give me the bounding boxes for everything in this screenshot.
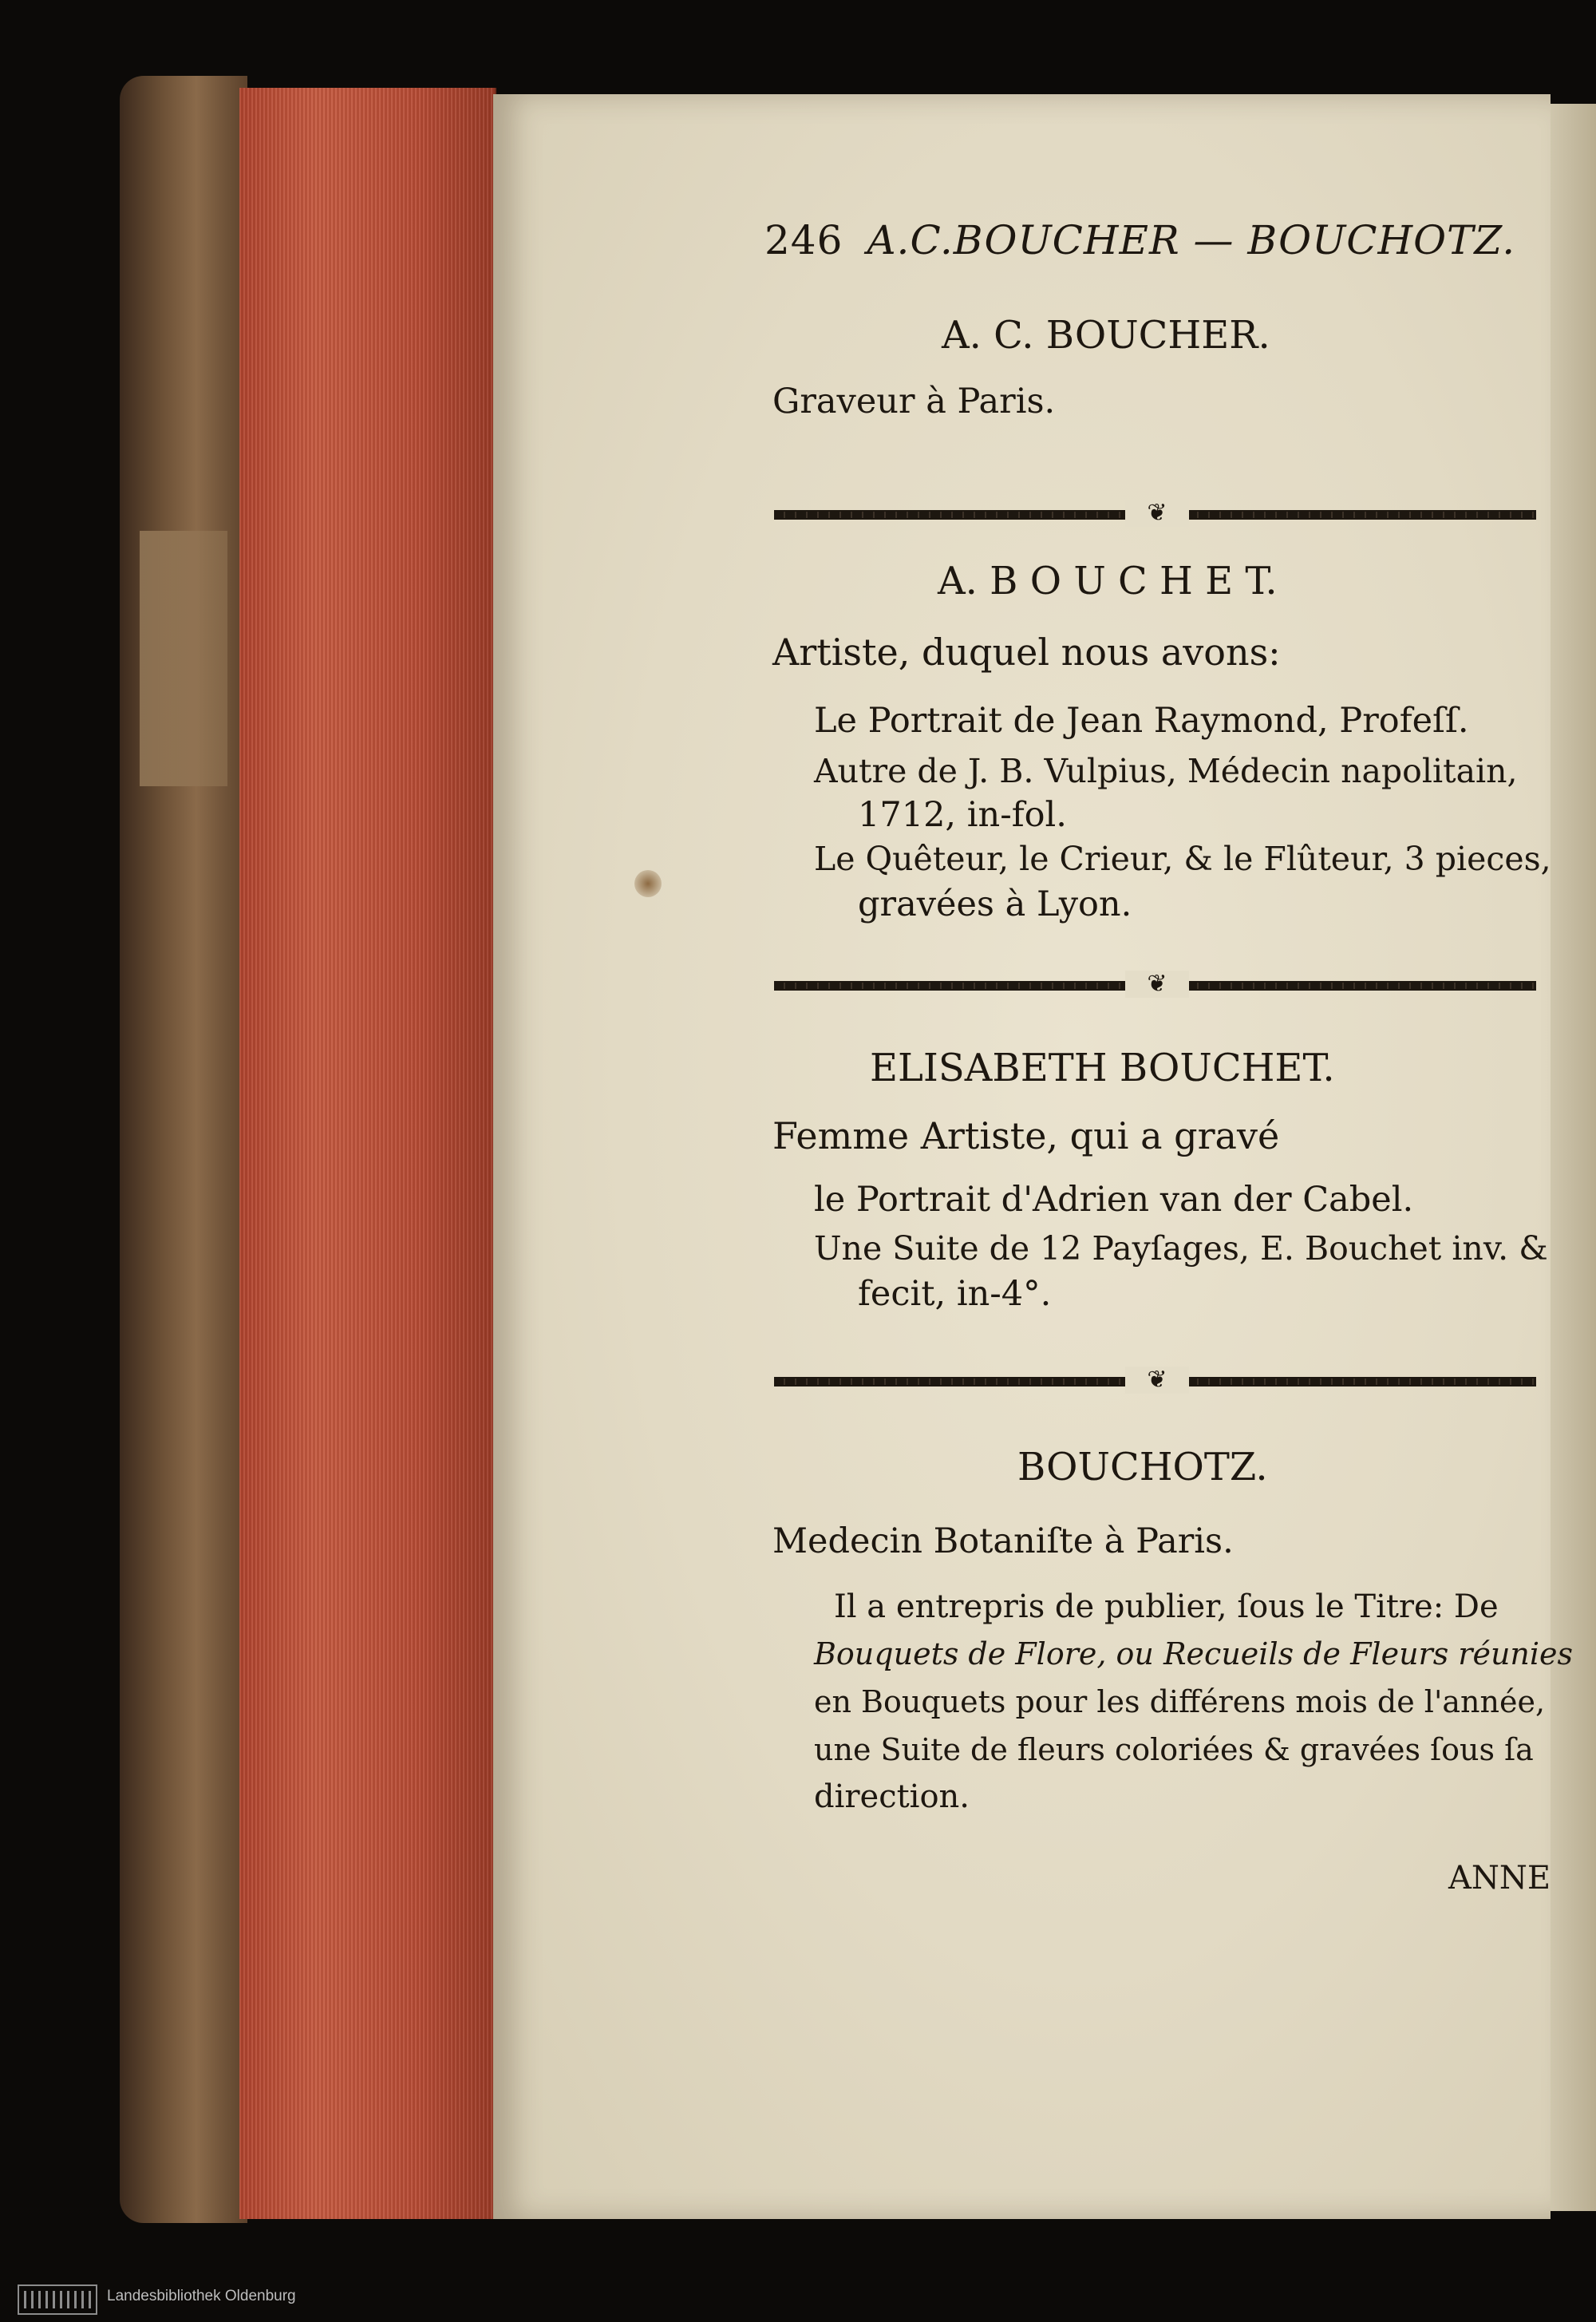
entry-line: Artiste, duquel nous avons: xyxy=(772,631,1281,674)
next-page-edge xyxy=(1551,104,1596,2211)
entry-heading: BOUCHOTZ. xyxy=(1017,1445,1268,1489)
entry-line: le Portrait d'Adrien van der Cabel. xyxy=(814,1180,1414,1220)
entry-heading: A. B O U C H E T. xyxy=(938,559,1278,603)
ornamental-rule xyxy=(774,499,1536,527)
running-head-title: A.C.BOUCHER — BOUCHOTZ. xyxy=(867,217,1516,263)
ornamental-rule xyxy=(774,1366,1536,1394)
library-building-icon xyxy=(18,2284,97,2315)
entry-line: Femme Artiste, qui a gravé xyxy=(772,1114,1280,1157)
entry-line: Le Quêteur, le Crieur, & le Flûteur, 3 pieces, xyxy=(814,840,1551,878)
entry-line: gravées à Lyon. xyxy=(858,884,1132,924)
entry-line: fecit, in-4°. xyxy=(858,1274,1052,1314)
entry-line: une Suite de fleurs coloriées & gravées ſous ſa xyxy=(814,1732,1534,1767)
entry-line: Une Suite de 12 Payſages, E. Bouchet inv. & xyxy=(814,1229,1548,1268)
entry-line: en Bouquets pour les différens mois de l'année, xyxy=(814,1684,1546,1719)
ornamental-rule xyxy=(774,970,1536,998)
running-head xyxy=(764,217,1515,263)
entry-line: Le Portrait de Jean Raymond, Profeſſ. xyxy=(814,701,1469,741)
page-number: 246 xyxy=(764,217,843,263)
library-name: Landesbibliothek Oldenburg xyxy=(107,2288,296,2304)
entry-line: Medecin Botaniſte à Paris. xyxy=(772,1521,1234,1561)
entry-line: direction. xyxy=(814,1778,970,1815)
ornament-icon: ❦ xyxy=(1125,971,1189,998)
entry-heading: A. C. BOUCHER. xyxy=(942,313,1270,358)
entry-line: Bouquets de Flore, ou Recueils de Fleurs réunies xyxy=(814,1636,1574,1671)
entry-line: Graveur à Paris. xyxy=(772,382,1056,421)
entry-line: Il a entrepris de publier, ſous le Titre: De xyxy=(834,1588,1499,1625)
entry-heading: ELISABETH BOUCHET. xyxy=(870,1046,1335,1090)
paper-stain xyxy=(634,870,662,897)
ornament-icon: ❦ xyxy=(1125,500,1189,527)
entry-line: Autre de J. B. Vulpius, Médecin napolitain, xyxy=(814,752,1518,790)
page-edges xyxy=(239,88,496,2219)
catchword: ANNE xyxy=(1448,1860,1551,1897)
ornament-icon: ❦ xyxy=(1125,1367,1189,1394)
entry-line: 1712, in-fol. xyxy=(858,795,1067,835)
book-binding xyxy=(120,76,247,2223)
